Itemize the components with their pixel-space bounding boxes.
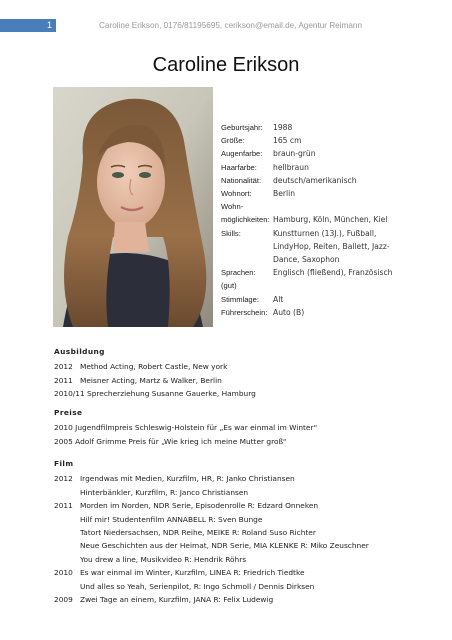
detail-label: Größe: — [221, 136, 245, 146]
entry-year — [54, 513, 80, 526]
list-item — [54, 553, 369, 566]
list-item — [54, 580, 369, 593]
detail-row — [221, 200, 397, 213]
film-section — [54, 457, 369, 606]
detail-row — [221, 306, 397, 319]
detail-label: Haarfarbe: — [221, 162, 257, 172]
page-title: Caroline Erikson — [152, 54, 300, 76]
detail-row — [221, 213, 397, 226]
entry-year — [54, 526, 80, 539]
entry-text: Es war einmal im Winter, Kurzfilm, LINEA R: Friedrich Tiedtke — [80, 568, 305, 578]
detail-row — [221, 147, 397, 160]
personal-details — [221, 121, 397, 319]
list-item — [54, 360, 256, 373]
entry-year: 2009 — [54, 595, 73, 605]
detail-label: Skills: — [221, 228, 241, 238]
list-item — [54, 539, 369, 552]
list-item — [54, 472, 369, 485]
detail-value: Hamburg, Köln, München, Kiel — [273, 215, 388, 225]
detail-value: hellbraun — [273, 162, 309, 172]
section-heading: Preise — [54, 408, 83, 417]
entry-year — [54, 553, 80, 566]
preise-section — [54, 406, 317, 448]
section-heading: Film — [54, 459, 74, 468]
detail-value — [273, 200, 397, 213]
detail-label: Wohnort: — [221, 189, 252, 199]
ausbildung-section — [54, 345, 256, 401]
detail-row — [221, 134, 397, 147]
detail-label: Geburtsjahr: — [221, 123, 263, 132]
detail-row — [221, 266, 397, 279]
detail-label: (gut) — [221, 281, 237, 291]
detail-value: Kunstturnen (13J.), Fußball, — [273, 228, 377, 238]
entry-text: Morden im Norden, NDR Serie, Episodenrolle R: Edzard Onneken — [80, 501, 319, 511]
list-item — [54, 486, 369, 499]
section-heading: Ausbildung — [54, 347, 105, 356]
list-item — [54, 374, 256, 387]
detail-value: Englisch (fließend), Französisch — [273, 268, 393, 278]
detail-label: Führerschein: — [221, 307, 268, 317]
entry-year — [54, 486, 80, 499]
detail-row — [221, 161, 397, 174]
detail-row — [221, 279, 397, 292]
detail-value: LindyHop, Reiten, Ballett, Jazz- — [273, 241, 390, 251]
detail-value: Dance, Saxophon — [273, 255, 340, 265]
entry-text: Und alles so Yeah, Serienpilot, R: Ingo Schmoll / Dennis Dirksen — [80, 581, 315, 591]
entry-text: Hilf mir! Studentenfilm ANNABELL R: Sven Bunge — [80, 514, 263, 524]
entry-text: Meisner Acting, Martz & Walker, Berlin — [80, 375, 222, 385]
entry-text: Method Acting, Robert Castle, New york — [80, 362, 228, 372]
entry-text: Hinterbänkler, Kurzfilm, R: Janco Christiansen — [80, 487, 249, 497]
detail-value: 165 cm — [273, 136, 302, 146]
detail-value — [273, 279, 397, 292]
detail-row — [221, 240, 397, 253]
list-item — [54, 513, 369, 526]
detail-row — [221, 227, 397, 240]
detail-value: Auto (B) — [273, 307, 305, 317]
detail-label: Nationalität: — [221, 175, 262, 185]
entry-year: 2010 — [54, 568, 73, 578]
detail-row — [221, 174, 397, 187]
list-item — [54, 499, 369, 512]
header-bar — [0, 19, 452, 32]
detail-label — [221, 253, 273, 266]
entry-year: 2012 — [54, 474, 73, 484]
detail-label: möglichkeiten: — [221, 215, 270, 225]
detail-label — [221, 240, 273, 253]
detail-row — [221, 187, 397, 200]
entry-year — [54, 580, 80, 593]
detail-value: 1988 — [273, 123, 293, 132]
detail-label: Sprachen: — [221, 268, 256, 278]
entry-year: 2011 — [54, 375, 73, 385]
list-item: 2005 Adolf Grimme Preis für „Wie krieg ich meine Mutter groß“ — [54, 436, 287, 446]
list-item — [54, 526, 369, 539]
portrait-photo — [53, 87, 213, 327]
detail-label: Stimmlage: — [221, 294, 259, 304]
entry-text: Irgendwas mit Medien, Kurzfilm, HR, R: Janko Christiansen — [80, 474, 295, 484]
entry-text: Neue Geschichten aus der Heimat, NDR Serie, MIA KLENKE R: Miko Zeuschner — [80, 541, 369, 551]
page-number: 1 — [0, 19, 56, 32]
detail-value: braun-grün — [273, 149, 316, 159]
detail-label: Augenfarbe: — [221, 149, 263, 159]
detail-label: Wohn- — [221, 202, 244, 212]
entry-text: You drew a line, Musikvideo R: Hendrik Röhrs — [80, 554, 247, 564]
entry-year: 2012 — [54, 362, 73, 372]
entry-year — [54, 539, 80, 552]
detail-row — [221, 121, 397, 134]
detail-row — [221, 253, 397, 266]
contact-line: Caroline Erikson, 0176/81195695, cerikson@email.de, Agentur Reimann — [99, 21, 363, 30]
detail-value: Berlin — [273, 189, 296, 199]
detail-value: Alt — [273, 294, 284, 304]
detail-value: deutsch/amerikanisch — [273, 175, 357, 185]
list-item — [54, 593, 369, 606]
entry-text: Tatort Niedersachsen, NDR Reihe, MEIKE R: Roland Suso Richter — [80, 528, 316, 538]
list-item — [54, 566, 369, 579]
entry-year: 2011 — [54, 501, 73, 511]
entry-text: Zwei Tage an einem, Kurzfilm, JANA R: Felix Ludewig — [80, 595, 274, 605]
detail-row — [221, 293, 397, 306]
list-item: 2010 Jugendfilmpreis Schleswig-Holstein für „Es war einmal im Winter“ — [54, 423, 318, 433]
list-item: 2010/11 Sprecherziehung Susanne Gauerke, Hamburg — [54, 389, 256, 399]
